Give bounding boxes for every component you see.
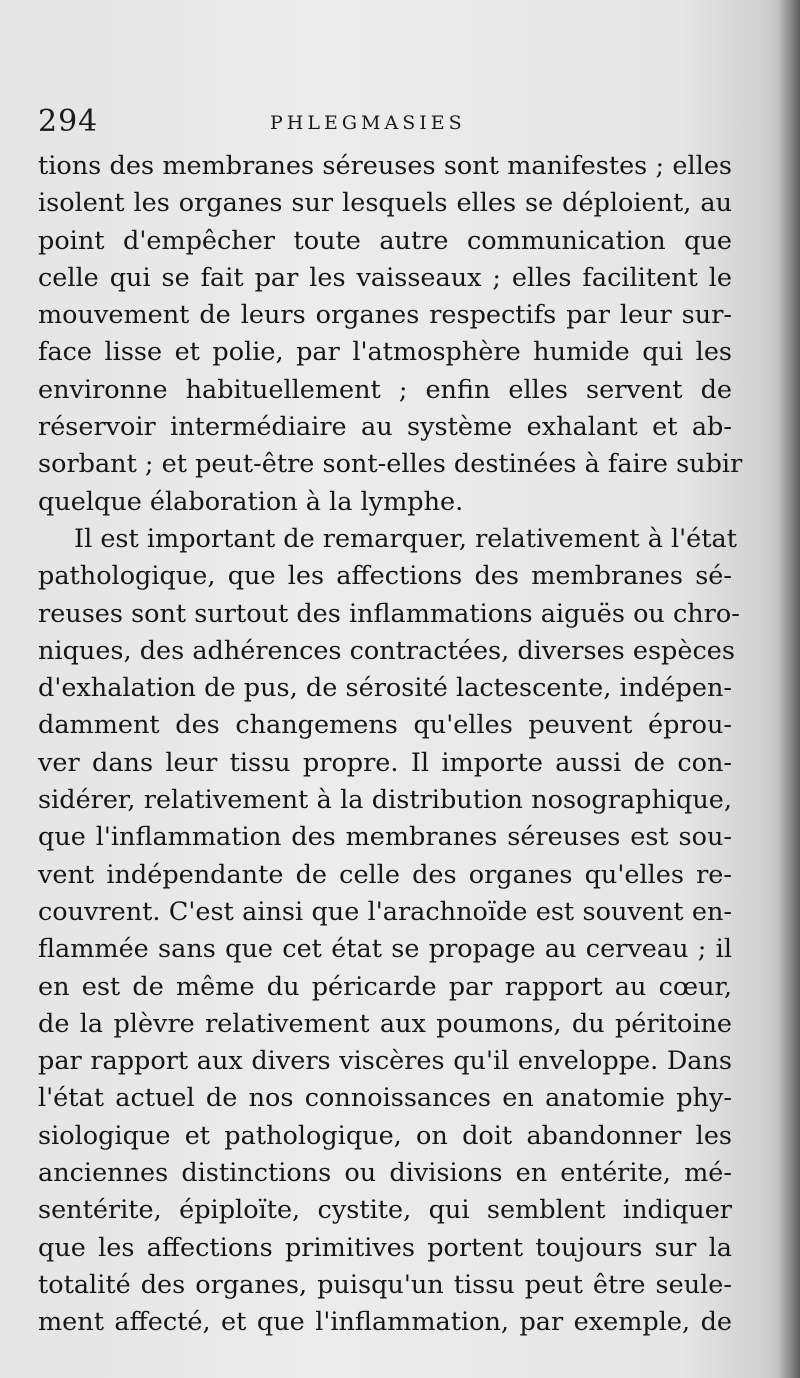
text-line: niques, des adhérences contractées, diverses espèces xyxy=(38,635,735,666)
text-line: par rapport aux divers viscères qu'il enveloppe. Dans xyxy=(38,1046,732,1077)
text-line: face lisse et polie, par l'atmosphère humide qui les xyxy=(38,337,732,368)
text-line: couvrent. C'est ainsi que l'arachnoïde est souvent en- xyxy=(38,896,732,927)
text-line: de la plèvre relativement aux poumons, du péritoine xyxy=(38,1008,732,1039)
text-line: d'exhalation de pus, de sérosité lactescente, indépen- xyxy=(38,673,732,704)
text-line: quelque élaboration à la lymphe. xyxy=(38,486,464,517)
text-line: flammée sans que cet état se propage au cerveau ; il xyxy=(38,934,732,965)
text-line: celle qui se fait par les vaisseaux ; elles facilitent le xyxy=(38,262,732,293)
text-line: réservoir intermédiaire au système exhalant et ab- xyxy=(38,412,732,443)
running-head: PHLEGMASIES xyxy=(270,112,466,134)
paragraph-2 xyxy=(38,521,740,1342)
text-line: tions des membranes séreuses sont manifestes ; elles xyxy=(38,151,732,181)
text-line: anciennes distinctions ou divisions en entérite, mé- xyxy=(38,1158,732,1189)
text-line: totalité des organes, puisqu'un tissu peut être seule- xyxy=(38,1269,732,1300)
text-line: sidérer, relativement à la distribution nosographique, xyxy=(38,785,732,816)
text-line: l'état actuel de nos connoissances en anatomie phy- xyxy=(38,1083,732,1114)
body-text xyxy=(38,148,743,1342)
text-line: ver dans leur tissu propre. Il importe aussi de con- xyxy=(38,747,732,778)
text-line: mouvement de leurs organes respectifs par leur sur- xyxy=(38,300,732,331)
text-line: ment affecté, et que l'inflammation, par exemple, de xyxy=(38,1307,732,1338)
text-line: pathologique, que les affections des membranes sé- xyxy=(38,561,732,592)
text-line: vent indépendante de celle des organes qu'elles re- xyxy=(38,859,732,890)
text-line: reuses sont surtout des inflammations aiguës ou chro- xyxy=(38,598,740,629)
text-line: sentérite, épiploïte, cystite, qui semblent indiquer xyxy=(38,1195,732,1226)
text-line: damment des changemens qu'elles peuvent éprou- xyxy=(38,710,732,741)
text-line: environne habituellement ; enfin elles servent de xyxy=(38,374,732,405)
text-line: point d'empêcher toute autre communication que xyxy=(38,225,732,256)
text-line: en est de même du péricarde par rapport au cœur, xyxy=(38,971,732,1002)
text-line: sorbant ; et peut-être sont-elles destinées à faire subir xyxy=(38,449,743,480)
paragraph-1 xyxy=(38,148,743,521)
text-line: Il est important de remarquer, relativement à l'état xyxy=(74,523,737,554)
page-edge-shadow xyxy=(778,0,800,1378)
page-header xyxy=(38,104,738,144)
text-line: siologique et pathologique, on doit abandonner les xyxy=(38,1120,732,1151)
text-line: que les affections primitives portent toujours sur la xyxy=(38,1232,732,1263)
text-line: isolent les organes sur lesquels elles se déploient, au xyxy=(38,188,732,219)
page-number: 294 xyxy=(38,104,99,139)
text-line: que l'inflammation des membranes séreuses est sou- xyxy=(38,822,732,853)
